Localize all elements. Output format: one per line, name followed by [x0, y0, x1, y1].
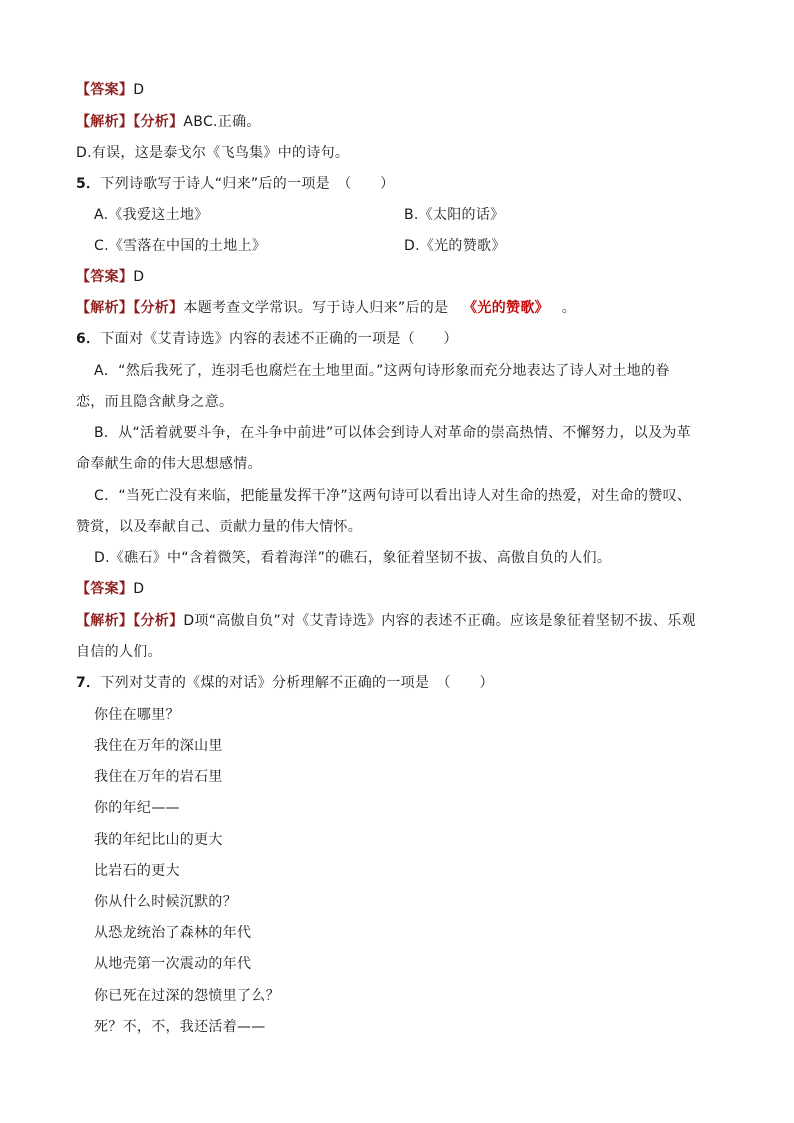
analysis-tag: 【解析】	[76, 613, 134, 629]
q4-answer-line	[76, 80, 144, 100]
answer-tag: 【答案】	[76, 581, 134, 597]
q6-option-a-line2: 恋，而且隐含献身之意。	[76, 394, 234, 410]
analysis-tag: 【解析】	[76, 114, 134, 130]
q6-option-d: D.《礁石》中“含着微笑，看着海洋”的礁石，象征着坚韧不拔、高傲自负的人们。	[94, 550, 612, 566]
q5-stem: 下列诗歌写于诗人“归来”后的一项是 （ ）	[100, 176, 395, 192]
poem-line: 比岩石的更大	[94, 863, 180, 879]
q4-answer: D	[133, 82, 145, 98]
poem-line: 死？不，不，我还活着——	[94, 1019, 266, 1035]
poem-line: 你住在哪里？	[94, 707, 180, 723]
q5-option-b: B.《太阳的话》	[404, 207, 505, 223]
q5-option-d: D.《光的赞歌》	[404, 238, 506, 254]
analysis-tag: 【解析】	[76, 300, 134, 316]
fenxi-tag: 【分析】	[133, 300, 184, 316]
q7-stem-line	[76, 673, 494, 693]
q6-option-c-line2: 赞赏，以及奉献自己、贡献力量的伟大情怀。	[76, 519, 362, 535]
q5-option-c: C.《雪落在中国的土地上》	[94, 238, 267, 254]
poem-line: 从地壳第一次震动的年代	[94, 956, 252, 972]
q6-number: 6．	[76, 331, 101, 347]
poem-line: 你已死在过深的怨愤里了么？	[94, 988, 280, 1004]
poem-line: 我住在万年的岩石里	[94, 769, 223, 785]
q5-analysis-line	[76, 298, 576, 318]
fenxi-tag: 【分析】	[133, 114, 184, 130]
answer-tag: 【答案】	[76, 269, 134, 285]
poem-line: 我住在万年的深山里	[94, 738, 223, 754]
q6-option-c-line1: C．“当死亡没有来临，把能量发挥干净”这两句诗可以看出诗人对生命的热爱，对生命的赞叹、	[94, 488, 692, 504]
q6-option-b-line2: 命奉献生命的伟大思想感情。	[76, 456, 262, 472]
q6-option-b-line1: B．从“活着就要斗争，在斗争中前进”可以体会到诗人对革命的崇高热情、不懈努力，以及为革	[94, 425, 692, 441]
poem-line: 你从什么时候沉默的？	[94, 894, 237, 910]
q4-analysis-line	[76, 112, 261, 132]
fenxi-tag: 【分析】	[133, 613, 184, 629]
q5-answer-line	[76, 267, 144, 287]
q6-analysis-line2: 自信的人们。	[76, 644, 162, 660]
q6-stem-line	[76, 329, 458, 349]
q5-option-a: A.《我爱这土地》	[94, 207, 209, 223]
q6-answer-line	[76, 579, 144, 599]
q4-analysis-text: ABC.正确。	[183, 114, 261, 130]
q6-analysis-line1	[76, 611, 696, 631]
poem-line: 我的年纪比山的更大	[94, 832, 223, 848]
q6-analysis-text: D项“高傲自负”对《艾青诗选》内容的表述不正确。应该是象征着坚韧不拔、乐观	[183, 613, 696, 629]
poem-line: 从恐龙统治了森林的年代	[94, 925, 252, 941]
q6-stem: 下面对《艾青诗选》内容的表述不正确的一项是（ ）	[100, 331, 458, 347]
q5-number: 5．	[76, 176, 101, 192]
answer-tag: 【答案】	[76, 82, 134, 98]
q5-answer: D	[133, 269, 145, 285]
q4-extra-line: D.有误，这是泰戈尔《飞鸟集》中的诗句。	[76, 145, 350, 161]
poem-line: 你的年纪——	[94, 800, 180, 816]
q6-option-a-line1: A．“然后我死了，连羽毛也腐烂在土地里面。”这两句诗形象而充分地表达了诗人对土地的眷	[94, 363, 670, 379]
q6-answer: D	[133, 581, 145, 597]
q7-number: 7．	[76, 675, 101, 691]
q5-analysis-end: 。	[561, 300, 577, 316]
q7-stem: 下列对艾青的《煤的对话》分析理解不正确的一项是 （ ）	[100, 675, 494, 691]
q5-stem-line	[76, 174, 394, 194]
q5-analysis-text: 本题考查文学常识。写于诗人归来”后的是	[183, 300, 449, 316]
q5-analysis-highlight: 《光的赞歌》	[463, 300, 549, 316]
